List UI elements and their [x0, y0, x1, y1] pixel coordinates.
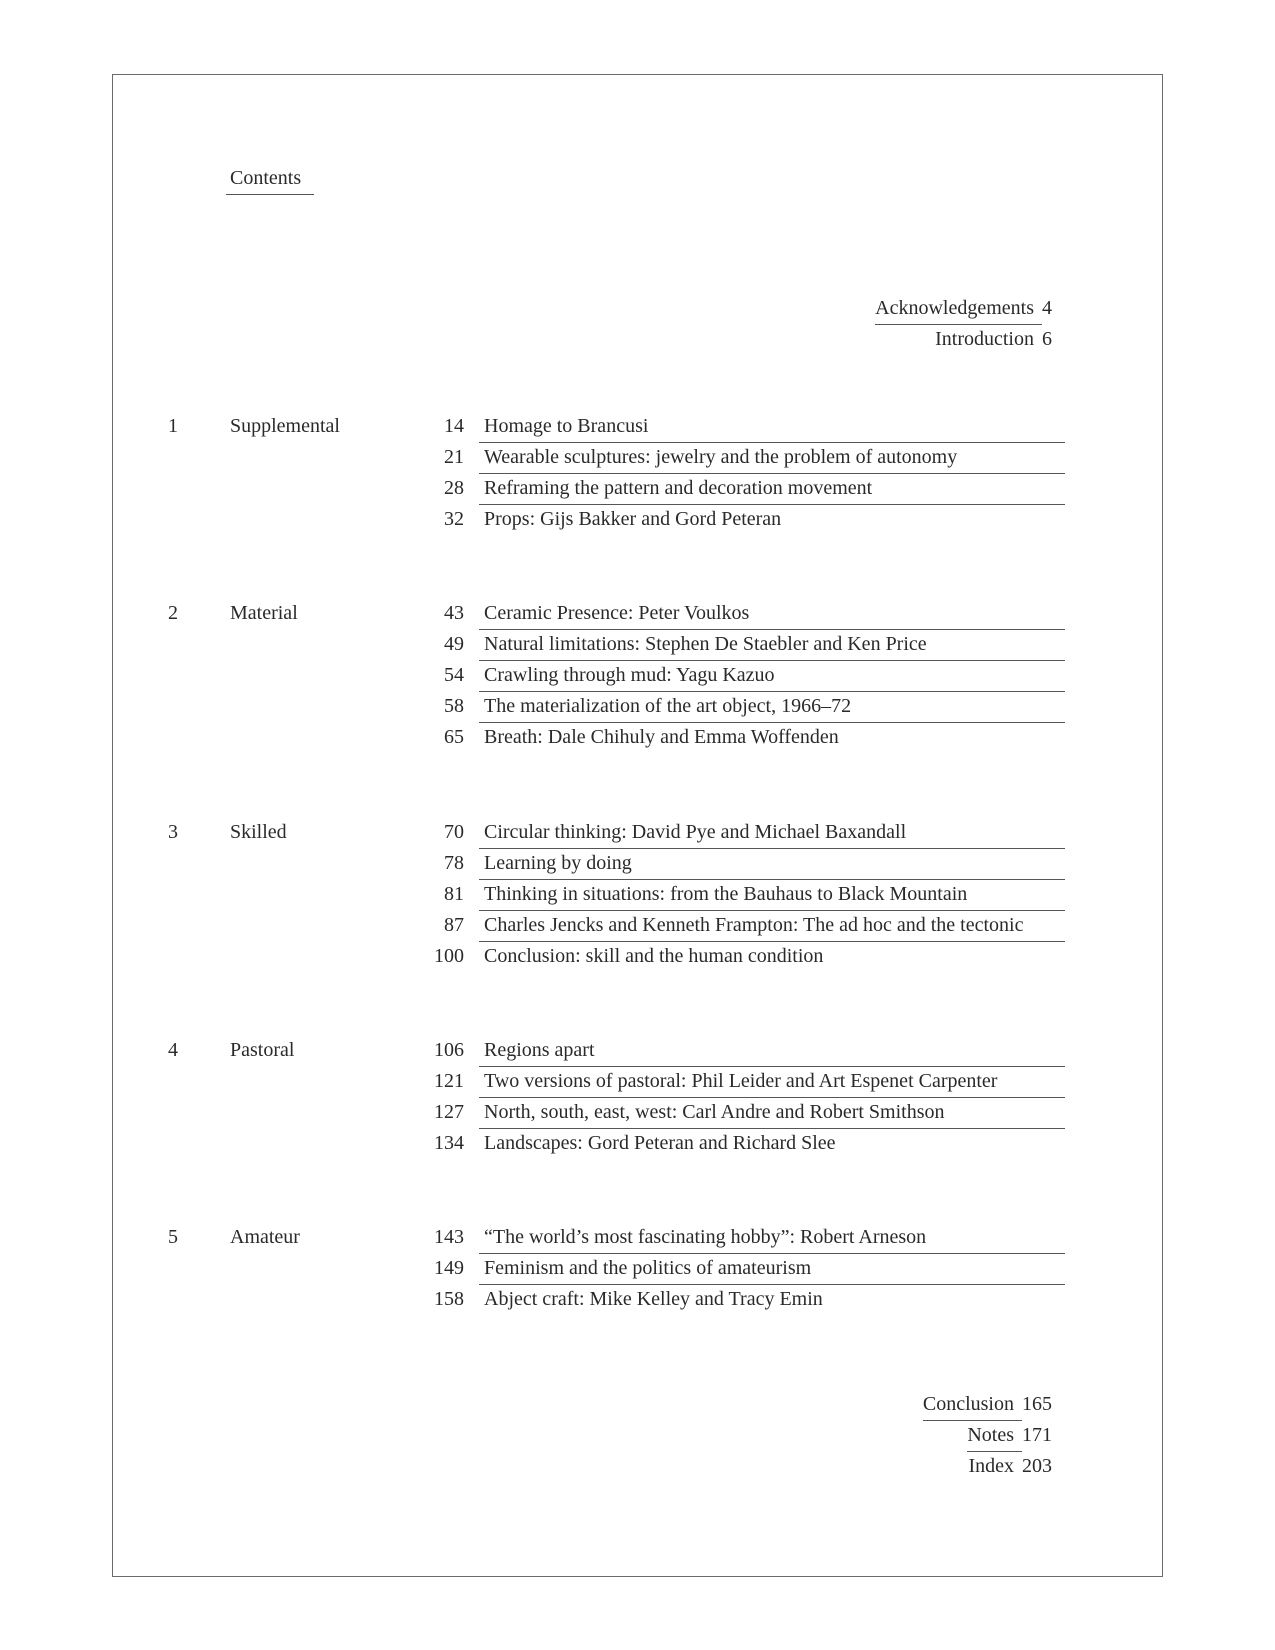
toc-entry[interactable]: [420, 1253, 1065, 1284]
entry-page-number: 149: [434, 1257, 464, 1279]
front-matter: [875, 293, 1062, 355]
back-matter-entry-notes[interactable]: [923, 1420, 1062, 1451]
entry-page-number: 171: [1022, 1424, 1052, 1446]
entry-page-number: 4: [1042, 297, 1052, 319]
entry-page-number: 134: [434, 1132, 464, 1154]
entry-page-number: 143: [434, 1226, 464, 1248]
toc-entry[interactable]: [420, 598, 1065, 629]
toc-entry[interactable]: [420, 442, 1065, 473]
entry-title: Feminism and the politics of amateurism: [479, 1253, 1065, 1285]
entry-page-number: 21: [444, 446, 464, 468]
chapter-title[interactable]: Pastoral: [230, 1039, 295, 1061]
chapter-number: 1: [168, 415, 178, 437]
section-list: [420, 411, 1065, 535]
entry-title: Crawling through mud: Yagu Kazuo: [479, 660, 1065, 692]
section-list: [420, 1222, 1065, 1315]
entry-page-number: 203: [1022, 1455, 1052, 1477]
entry-page-number: 43: [444, 602, 464, 624]
entry-title: Learning by doing: [479, 848, 1065, 880]
toc-entry[interactable]: [420, 1284, 1065, 1315]
section-list: [420, 817, 1065, 972]
entry-title: Landscapes: Gord Peteran and Richard Slee: [484, 1132, 836, 1154]
chapter-number: 4: [168, 1039, 178, 1061]
entry-title: Circular thinking: David Pye and Michael Baxandall: [479, 817, 1065, 849]
entry-page-number: 70: [444, 821, 464, 843]
entry-page-number: 32: [444, 508, 464, 530]
toc-entry[interactable]: [420, 817, 1065, 848]
entry-page-number: 81: [444, 883, 464, 905]
entry-title: Abject craft: Mike Kelley and Tracy Emin: [484, 1288, 823, 1310]
entry-page-number: 6: [1042, 328, 1052, 350]
entry-title: The materialization of the art object, 1966–72: [479, 691, 1065, 723]
entry-page-number: 165: [1022, 1393, 1052, 1415]
toc-entry[interactable]: [420, 1222, 1065, 1253]
entry-label: Acknowledgements: [875, 293, 1042, 325]
entry-title: Two versions of pastoral: Phil Leider and Art Espenet Carpenter: [479, 1066, 1065, 1098]
entry-title: Thinking in situations: from the Bauhaus to Black Mountain: [479, 879, 1065, 911]
toc-entry[interactable]: [420, 691, 1065, 722]
entry-title: Props: Gijs Bakker and Gord Peteran: [484, 508, 782, 530]
entry-page-number: 78: [444, 852, 464, 874]
entry-title: Regions apart: [479, 1035, 1065, 1067]
section-list: [420, 1035, 1065, 1159]
back-matter-entry-index[interactable]: [923, 1451, 1062, 1482]
entry-title: Charles Jencks and Kenneth Frampton: The ad hoc and the tectonic: [479, 910, 1065, 942]
toc-entry[interactable]: [420, 848, 1065, 879]
entry-label: Introduction: [935, 328, 1034, 350]
entry-title: Natural limitations: Stephen De Staebler and Ken Price: [479, 629, 1065, 661]
page-title: Contents: [226, 166, 314, 195]
back-matter: [923, 1389, 1062, 1482]
entry-title: Ceramic Presence: Peter Voulkos: [479, 598, 1065, 630]
toc-entry[interactable]: [420, 411, 1065, 442]
chapter-number: 2: [168, 602, 178, 624]
entry-title: North, south, east, west: Carl Andre and Robert Smithson: [479, 1097, 1065, 1129]
chapter-number: 3: [168, 821, 178, 843]
chapter-title[interactable]: Material: [230, 602, 298, 624]
toc-entry[interactable]: [420, 1066, 1065, 1097]
toc-entry[interactable]: [420, 629, 1065, 660]
entry-title: Wearable sculptures: jewelry and the problem of autonomy: [479, 442, 1065, 474]
entry-label: Index: [968, 1455, 1014, 1477]
entry-page-number: 65: [444, 726, 464, 748]
toc-entry[interactable]: [420, 879, 1065, 910]
toc-entry[interactable]: [420, 941, 1065, 972]
toc-entry[interactable]: [420, 1035, 1065, 1066]
toc-entry[interactable]: [420, 660, 1065, 691]
entry-page-number: 14: [444, 415, 464, 437]
toc-entry[interactable]: [420, 504, 1065, 535]
entry-page-number: 121: [434, 1070, 464, 1092]
toc-entry[interactable]: [420, 473, 1065, 504]
entry-title: “The world’s most fascinating hobby”: Robert Arneson: [479, 1222, 1065, 1254]
entry-page-number: 58: [444, 695, 464, 717]
entry-page-number: 28: [444, 477, 464, 499]
entry-page-number: 127: [434, 1101, 464, 1123]
toc-entry[interactable]: [420, 910, 1065, 941]
entry-title: Conclusion: skill and the human condition: [484, 945, 824, 967]
toc-entry[interactable]: [420, 1097, 1065, 1128]
toc-entry[interactable]: [420, 1128, 1065, 1159]
chapter-title[interactable]: Supplemental: [230, 415, 340, 437]
entry-page-number: 158: [434, 1288, 464, 1310]
entry-title: Homage to Brancusi: [479, 411, 1065, 443]
entry-label: Notes: [967, 1420, 1022, 1452]
front-matter-entry-acknowledgements[interactable]: [875, 293, 1062, 324]
entry-title: Reframing the pattern and decoration movement: [479, 473, 1065, 505]
entry-page-number: 106: [434, 1039, 464, 1061]
chapter-title[interactable]: Skilled: [230, 821, 287, 843]
entry-label: Conclusion: [923, 1389, 1022, 1421]
entry-page-number: 100: [434, 945, 464, 967]
entry-page-number: 87: [444, 914, 464, 936]
toc-entry[interactable]: [420, 722, 1065, 753]
back-matter-entry-conclusion[interactable]: [923, 1389, 1062, 1420]
entry-page-number: 49: [444, 633, 464, 655]
chapter-title[interactable]: Amateur: [230, 1226, 300, 1248]
entry-page-number: 54: [444, 664, 464, 686]
section-list: [420, 598, 1065, 753]
chapter-number: 5: [168, 1226, 178, 1248]
entry-title: Breath: Dale Chihuly and Emma Woffenden: [484, 726, 839, 748]
front-matter-entry-introduction[interactable]: [875, 324, 1062, 355]
